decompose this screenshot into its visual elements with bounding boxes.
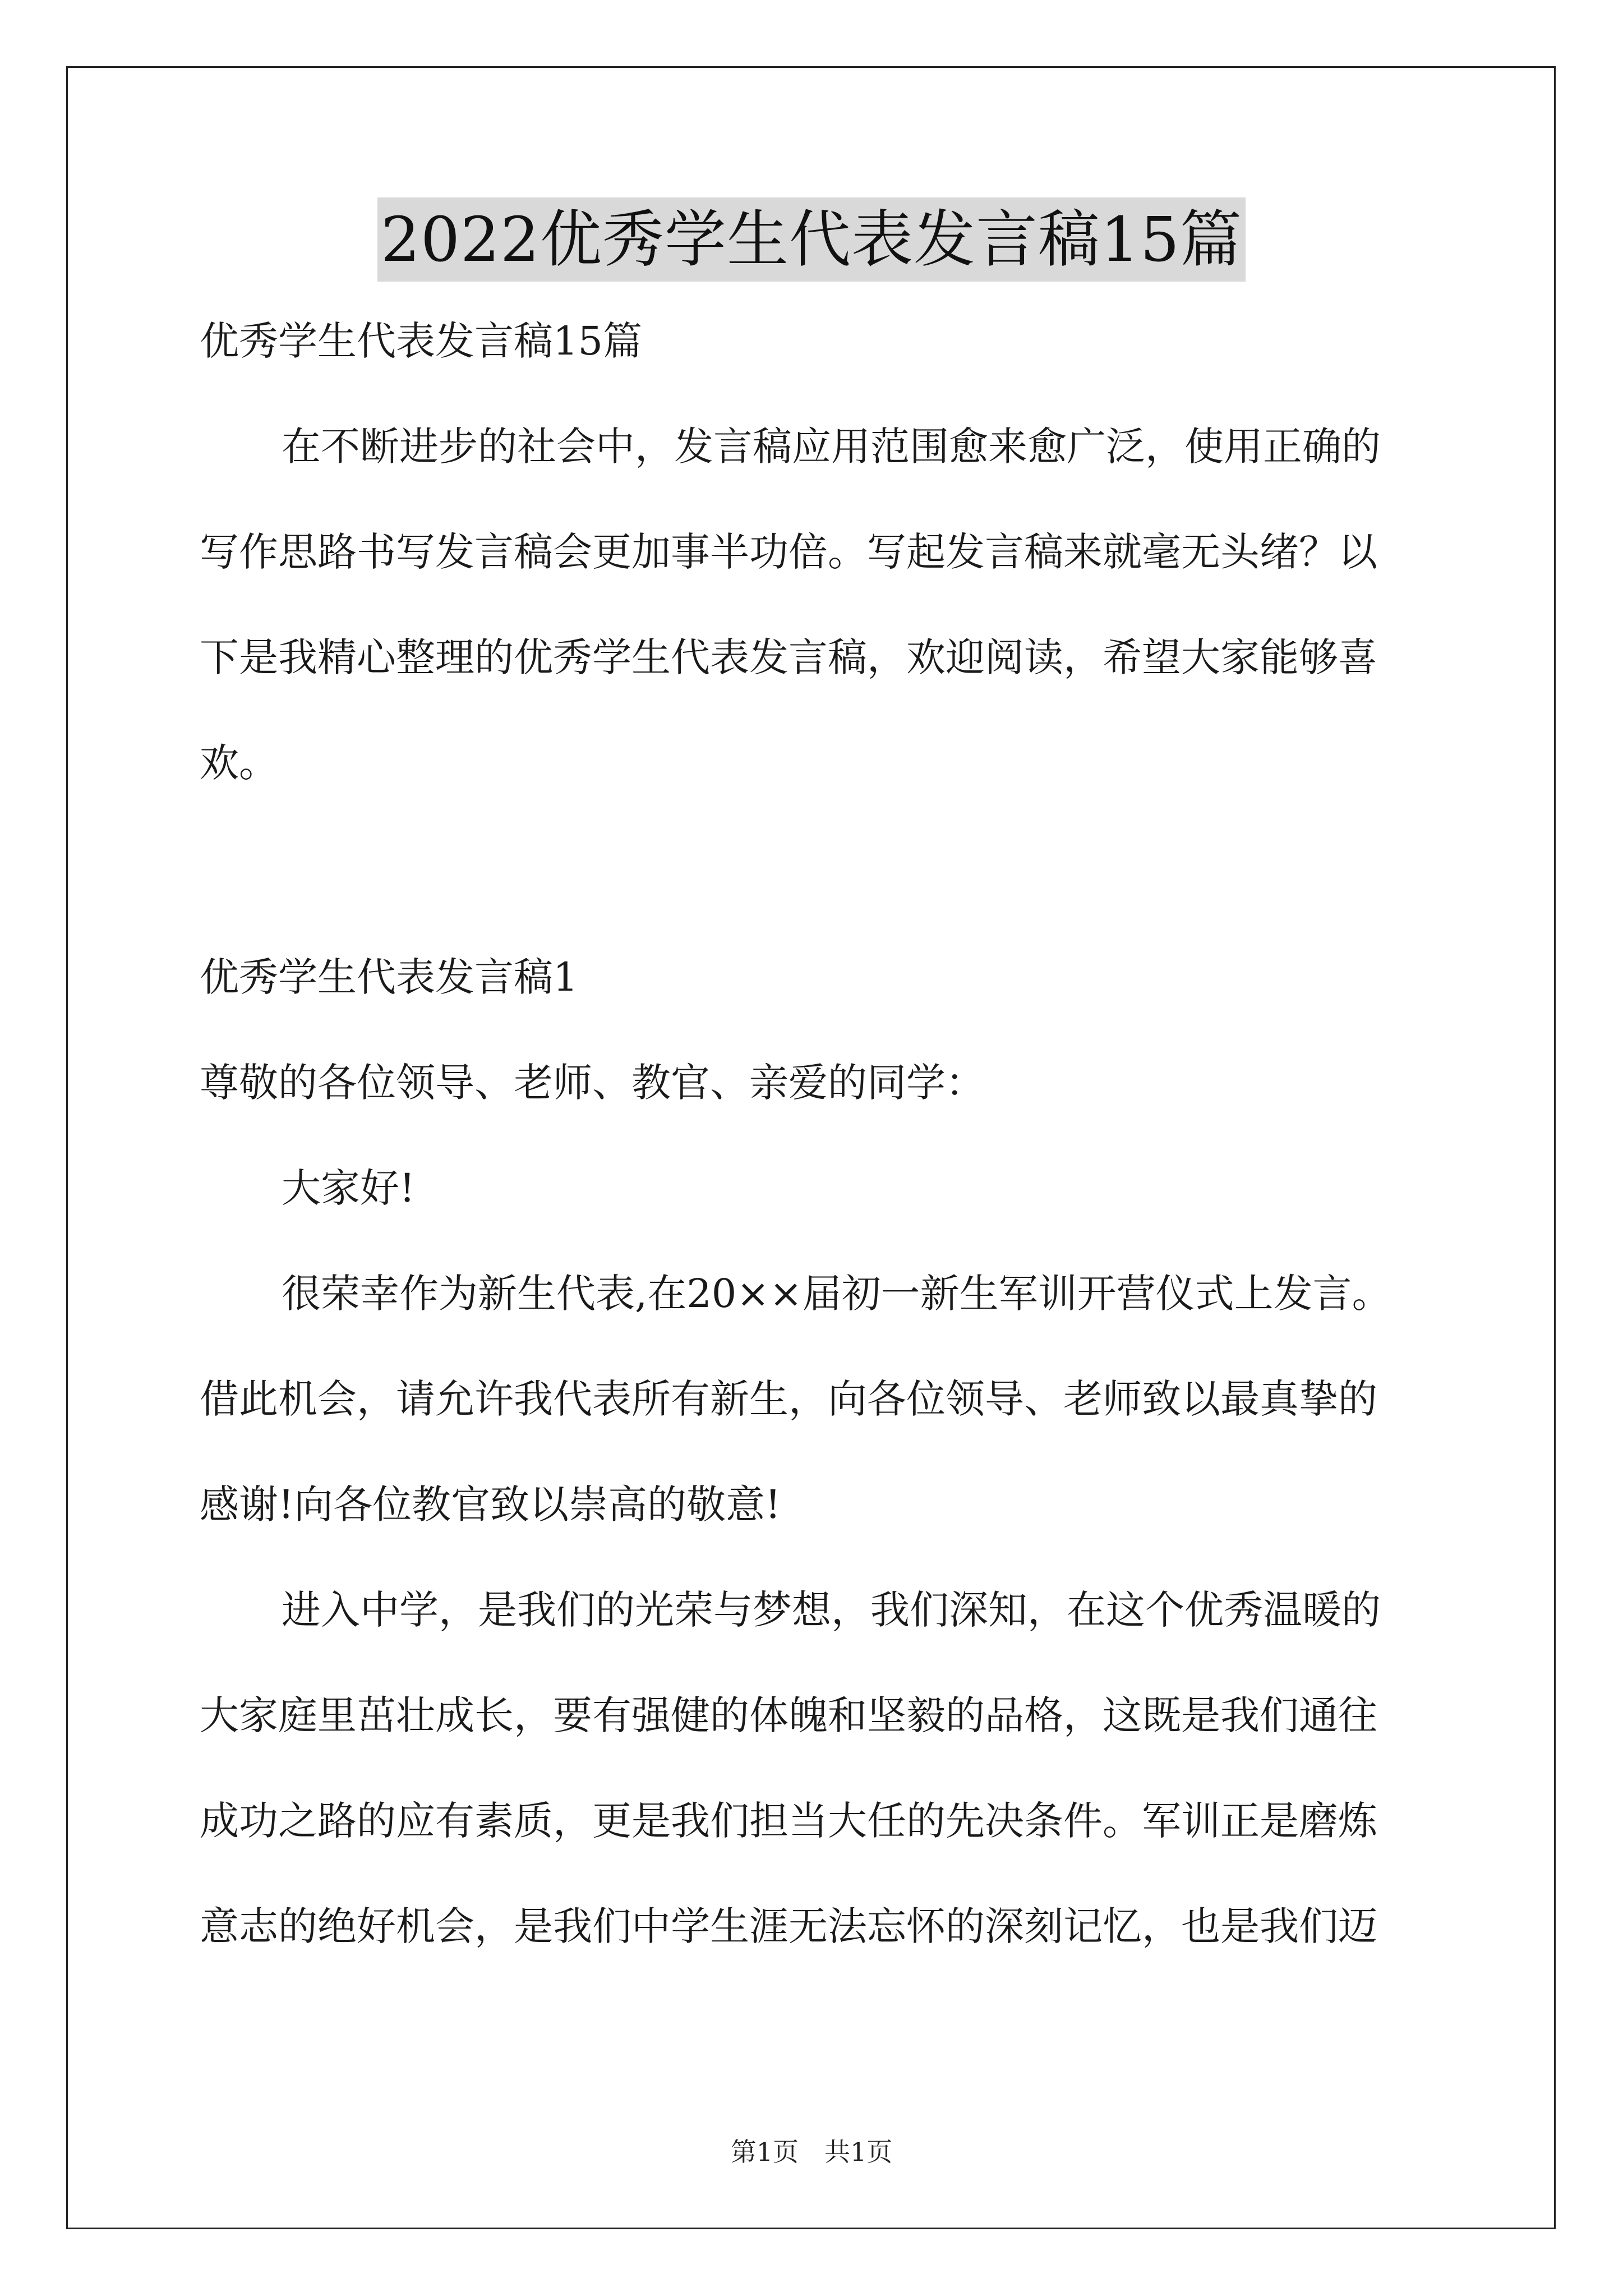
title-container xyxy=(0,197,1623,282)
body-paragraph-line: 感谢!向各位教官致以崇高的敬意! xyxy=(200,1481,781,1527)
document-body xyxy=(200,314,1426,1953)
body-paragraph-line: 成功之路的应有素质，更是我们担当大任的先决条件。军训正是磨炼 xyxy=(200,1798,1377,1844)
body-paragraph-line: 借此机会，请允许我代表所有新生，向各位领导、老师致以最真挚的 xyxy=(200,1376,1377,1422)
page-footer: 第1页 共1页 xyxy=(730,2137,893,2167)
subtitle-line: 优秀学生代表发言稿15篇 xyxy=(200,318,643,364)
body-paragraph-line: 进入中学，是我们的光荣与梦想，我们深知，在这个优秀温暖的 xyxy=(282,1587,1381,1633)
salutation-line: 尊敬的各位领导、老师、教官、亲爱的同学： xyxy=(200,1060,985,1106)
section-heading: 优秀学生代表发言稿1 xyxy=(200,954,578,1000)
greeting-line: 大家好! xyxy=(282,1165,416,1211)
body-paragraph-line: 大家庭里茁壮成长，要有强健的体魄和坚毅的品格，这既是我们通往 xyxy=(200,1692,1377,1738)
intro-paragraph-line: 在不断进步的社会中，发言稿应用范围愈来愈广泛，使用正确的 xyxy=(282,424,1381,470)
intro-paragraph-line: 欢。 xyxy=(200,740,278,786)
document-title: 2022优秀学生代表发言稿15篇 xyxy=(377,197,1246,282)
body-paragraph-line: 意志的绝好机会，是我们中学生涯无法忘怀的深刻记忆，也是我们迈 xyxy=(200,1903,1377,1949)
body-paragraph-line: 很荣幸作为新生代表,在20××届初一新生军训开营仪式上发言。 xyxy=(282,1271,1391,1317)
intro-paragraph-line: 写作思路书写发言稿会更加事半功倍。写起发言稿来就毫无头绪？以 xyxy=(200,529,1377,575)
intro-paragraph-line: 下是我精心整理的优秀学生代表发言稿，欢迎阅读，希望大家能够喜 xyxy=(200,634,1377,680)
